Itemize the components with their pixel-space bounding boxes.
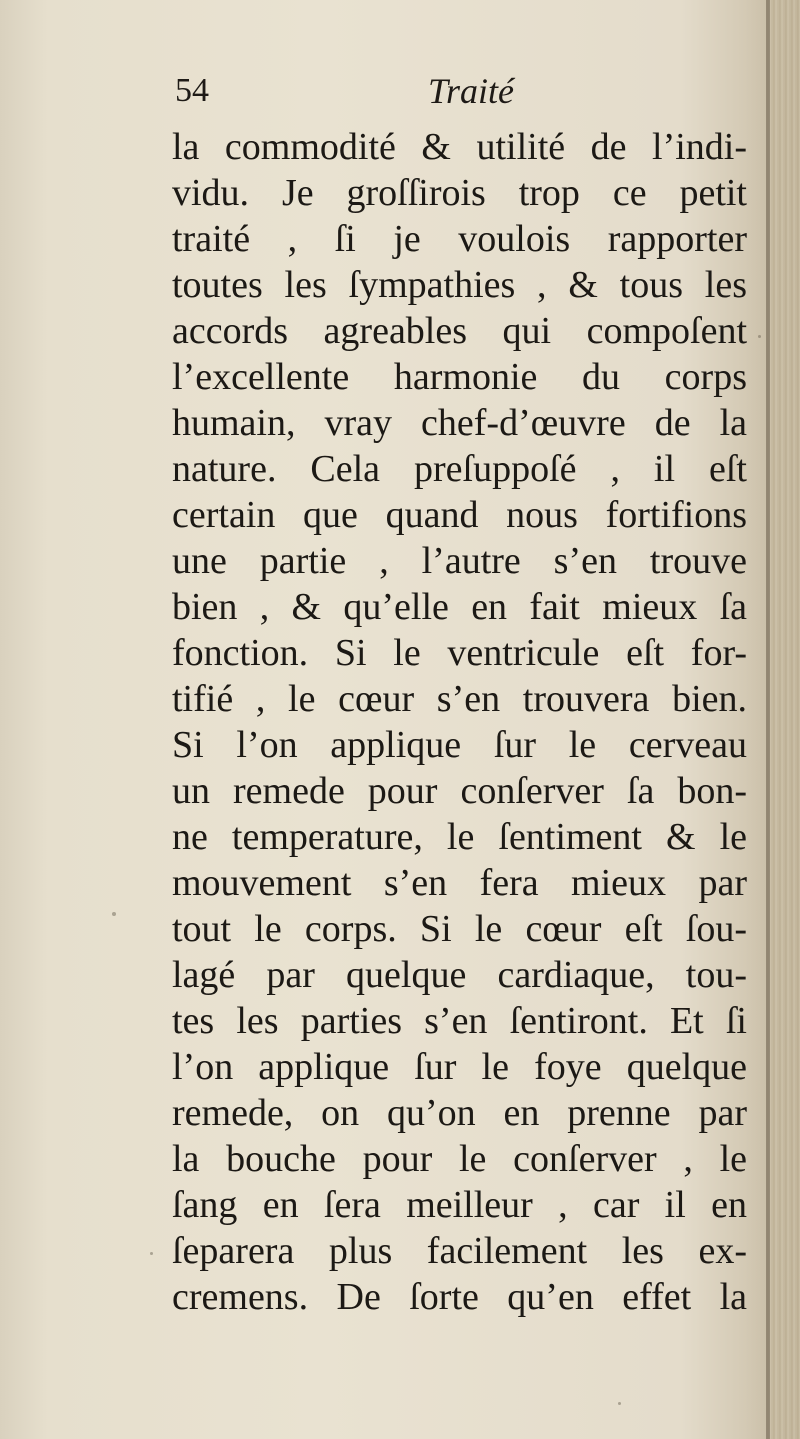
text-line: humain, vray chef-d’œuvre de la	[172, 402, 747, 444]
text-line: la bouche pour le conſerver , le	[172, 1138, 747, 1180]
text-line: une partie , l’autre s’en trouve	[172, 540, 747, 582]
text-line: tifié , le cœur s’en trouvera bien.	[172, 678, 747, 720]
text-line: ne temperature, le ſentiment & le	[172, 816, 747, 858]
paper-speck	[618, 1402, 621, 1405]
text-line: traité , ſi je voulois rapporter	[172, 218, 747, 260]
text-line: ſeparera plus facilement les ex-	[172, 1230, 747, 1272]
page-edge	[766, 0, 800, 1439]
text-line: l’excellente harmonie du corps	[172, 356, 747, 398]
text-line: la commodité & utilité de l’indi-	[172, 126, 747, 168]
text-line: lagé par quelque cardiaque, tou-	[172, 954, 747, 996]
paper-speck	[150, 1252, 153, 1255]
body-text	[172, 124, 747, 1320]
text-line: fonction. Si le ventricule eſt for-	[172, 632, 747, 674]
text-line: bien , & qu’elle en fait mieux ſa	[172, 586, 747, 628]
paper-speck	[758, 335, 761, 338]
page-number: 54	[175, 72, 209, 109]
text-line: tout le corps. Si le cœur eſt ſou-	[172, 908, 747, 950]
text-line: remede, on qu’on en prenne par	[172, 1092, 747, 1134]
text-line: certain que quand nous fortifions	[172, 494, 747, 536]
text-line: tes les parties s’en ſentiront. Et ſi	[172, 1000, 747, 1042]
text-line: toutes les ſympathies , & tous les	[172, 264, 747, 306]
paper-speck	[112, 912, 116, 916]
text-line: Si l’on applique ſur le cerveau	[172, 724, 747, 766]
running-title: Traité	[428, 71, 515, 111]
text-line: ſang en ſera meilleur , car il en	[172, 1184, 747, 1226]
text-line: accords agreables qui compoſent	[172, 310, 747, 352]
text-line: l’on applique ſur le foye quelque	[172, 1046, 747, 1088]
text-line: un remede pour conſerver ſa bon-	[172, 770, 747, 812]
gutter-shadow	[766, 0, 770, 1439]
text-line: nature. Cela preſuppoſé , il eſt	[172, 448, 747, 490]
text-line: mouvement s’en fera mieux par	[172, 862, 747, 904]
text-line: vidu. Je groſſirois trop ce petit	[172, 172, 747, 214]
text-line: cremens. De ſorte qu’en effet la	[172, 1276, 747, 1318]
